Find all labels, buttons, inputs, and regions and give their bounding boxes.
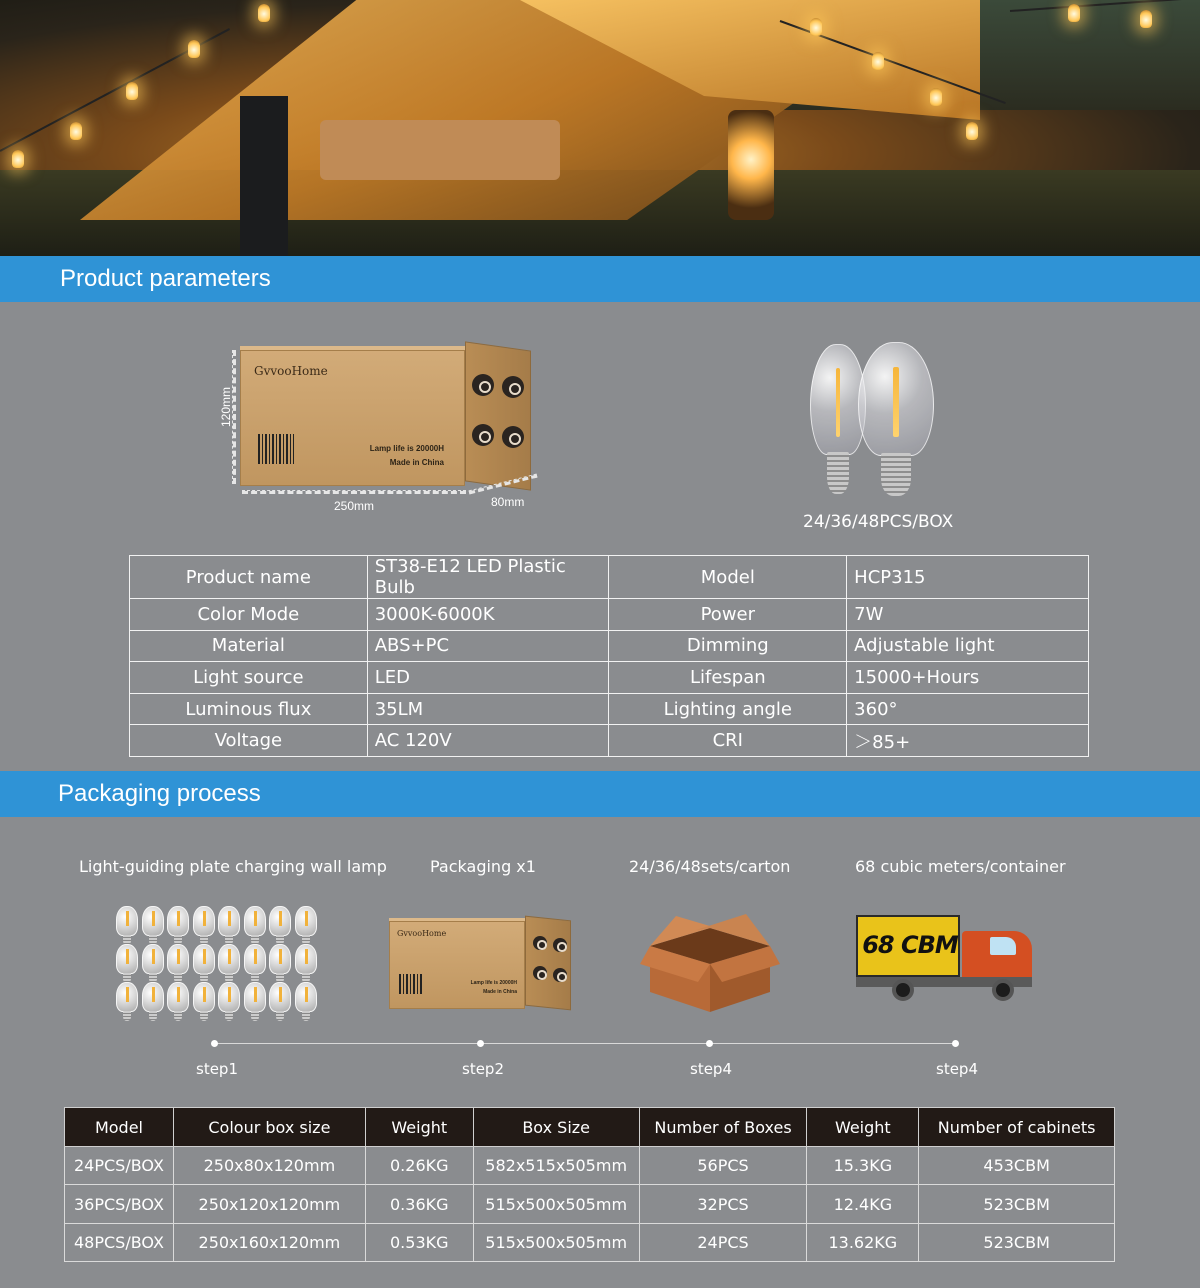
packaging-cell: 36PCS/BOX — [65, 1185, 174, 1224]
bulb-grid-item — [116, 906, 138, 946]
bulb-quantity-caption: 24/36/48PCS/BOX — [803, 512, 954, 532]
hero-string-bulb — [12, 150, 24, 168]
bulb-grid-item — [218, 944, 240, 984]
box-top — [389, 918, 525, 921]
packaging-cell: 523CBM — [919, 1224, 1115, 1262]
box-umbrella-icon — [472, 424, 494, 446]
col-header-colour-box-size: Colour box size — [173, 1108, 365, 1147]
box-top — [240, 346, 465, 350]
parameter-row — [130, 725, 1089, 757]
truck-cargo-text: 68 CBM — [862, 931, 958, 959]
parameter-value-cell: 35LM — [367, 693, 609, 725]
parameter-name-cell: Product name — [130, 556, 368, 599]
bulb-grid-item — [167, 906, 189, 946]
packaging-cell: 523CBM — [919, 1185, 1115, 1224]
hero-string-bulb — [188, 40, 200, 58]
bulb-grid-item — [295, 906, 317, 946]
hero-power-station — [240, 96, 288, 256]
truck-wheel — [992, 979, 1014, 1001]
packaging-table — [64, 1107, 1115, 1262]
step-dot — [477, 1040, 484, 1047]
packaging-row — [65, 1224, 1115, 1262]
step-dot — [211, 1040, 218, 1047]
hero-string-bulb — [1140, 10, 1152, 28]
step-name-4: step4 — [936, 1060, 978, 1078]
steps-timeline — [214, 1043, 956, 1044]
box-wind-icon — [502, 426, 524, 448]
parameter-name-cell: Lifespan — [609, 662, 847, 694]
truck-wheel — [892, 979, 914, 1001]
box-barcode — [399, 974, 423, 994]
hero-string-bulb — [966, 122, 978, 140]
bulb-grid-item — [218, 982, 240, 1022]
bulb-grid-item — [244, 906, 266, 946]
hero-string-bulb — [70, 122, 82, 140]
bulb-grid-item — [116, 982, 138, 1022]
width-dimension-label: 250mm — [334, 499, 375, 513]
box-made-in-text: Made in China — [389, 458, 444, 467]
col-header-weight: Weight — [365, 1108, 473, 1147]
bulb-grid-item — [167, 982, 189, 1022]
box-side — [525, 916, 571, 1011]
parameter-value-cell: Adjustable light — [847, 630, 1089, 662]
hero-string-bulb — [258, 4, 270, 22]
parameter-row — [130, 630, 1089, 662]
parameter-name-cell: Lighting angle — [609, 693, 847, 725]
parameter-name-cell: Dimming — [609, 630, 847, 662]
packaging-cell: 515x500x505mm — [473, 1185, 639, 1224]
box-umbrella-icon — [533, 966, 547, 980]
bulb-grid-item — [269, 906, 291, 946]
col-header-model: Model — [65, 1108, 174, 1147]
box-wind-icon — [553, 968, 567, 982]
bulb-grid-item — [244, 982, 266, 1022]
bulb-grid-item — [295, 944, 317, 984]
parameter-name-cell: Light source — [130, 662, 368, 694]
width-dimension-line — [242, 490, 466, 494]
box-sun-icon — [533, 936, 547, 950]
packaging-cell: 24PCS — [639, 1224, 807, 1262]
bulb-grid-item — [218, 906, 240, 946]
packaging-cell: 0.36KG — [365, 1185, 473, 1224]
packaging-cell: 250x160x120mm — [173, 1224, 365, 1262]
packaging-cell: 453CBM — [919, 1147, 1115, 1185]
bulb-grid-item — [269, 944, 291, 984]
box-brand-logo: GvvooHome — [254, 364, 328, 378]
hero-string-bulb — [930, 88, 942, 106]
packaging-process-header — [0, 771, 1200, 817]
step-label-2: Packaging x1 — [430, 857, 536, 876]
parameter-row — [130, 599, 1089, 631]
parameter-name-cell: Luminous flux — [130, 693, 368, 725]
hero-lantern — [728, 110, 774, 220]
col-header-number-of-boxes: Number of Boxes — [639, 1108, 807, 1147]
depth-dimension-label: 80mm — [491, 495, 525, 509]
parameter-name-cell: Voltage — [130, 725, 368, 757]
product-parameters-header — [0, 256, 1200, 302]
box-lamp-life-text: Lamp life is 20000H — [369, 444, 444, 453]
hero-string-bulb — [810, 18, 822, 36]
box-side — [465, 341, 531, 490]
packaging-cell: 250x120x120mm — [173, 1185, 365, 1224]
hero-bed — [320, 120, 560, 180]
box-snowflake-icon — [502, 376, 524, 398]
hero-string-bulb — [1068, 4, 1080, 22]
parameter-name-cell: Color Mode — [130, 599, 368, 631]
hero-camping-photo — [0, 0, 1200, 256]
box-snowflake-icon — [553, 938, 567, 952]
packaging-row — [65, 1147, 1115, 1185]
truck-cargo — [856, 915, 960, 977]
packaging-table-header-row — [65, 1108, 1115, 1147]
parameter-value-cell: 7W — [847, 599, 1089, 631]
box-sun-icon — [472, 374, 494, 396]
parameter-name-cell: Power — [609, 599, 847, 631]
parameter-name-cell: CRI — [609, 725, 847, 757]
packaging-cell: 32PCS — [639, 1185, 807, 1224]
packaging-cell: 0.53KG — [365, 1224, 473, 1262]
hero-string-bulb — [126, 82, 138, 100]
packaging-cell: 250x80x120mm — [173, 1147, 365, 1185]
col-header-gross-weight: Weight — [807, 1108, 919, 1147]
parameter-name-cell: Material — [130, 630, 368, 662]
box-lamp-life-text: Lamp life is 20000H — [470, 980, 517, 986]
box-brand-logo: GvvooHome — [397, 929, 447, 938]
step-label-4: 68 cubic meters/container — [855, 857, 1066, 876]
bulb-grid-item — [244, 944, 266, 984]
step-name-3: step4 — [690, 1060, 732, 1078]
parameter-value-cell: LED — [367, 662, 609, 694]
packaging-cell: 13.62KG — [807, 1224, 919, 1262]
height-dimension-label: 120mm — [219, 386, 234, 428]
product-box-image — [240, 346, 540, 496]
parameter-value-cell: ＞85+ — [847, 725, 1089, 757]
bulb-grid-item — [193, 906, 215, 946]
open-carton-icon — [640, 906, 780, 1016]
parameter-value-cell: HCP315 — [847, 556, 1089, 599]
hero-string-bulb — [872, 52, 884, 70]
parameter-row — [130, 693, 1089, 725]
packaging-row — [65, 1185, 1115, 1224]
packaging-cell: 24PCS/BOX — [65, 1147, 174, 1185]
box-barcode — [258, 434, 294, 464]
parameter-row — [130, 556, 1089, 599]
packaging-cell: 515x500x505mm — [473, 1224, 639, 1262]
step-name-1: step1 — [196, 1060, 238, 1078]
packaging-box-image — [389, 918, 579, 1018]
parameter-value-cell: 15000+Hours — [847, 662, 1089, 694]
parameter-value-cell: 360° — [847, 693, 1089, 725]
packaging-process-title: Packaging process — [58, 780, 261, 807]
packaging-cell: 582x515x505mm — [473, 1147, 639, 1185]
bulb-grid-item — [193, 944, 215, 984]
container-truck-icon — [856, 915, 1036, 1005]
parameter-row — [130, 662, 1089, 694]
step-name-2: step2 — [462, 1060, 504, 1078]
product-parameters-title: Product parameters — [60, 265, 271, 292]
packaging-cell: 15.3KG — [807, 1147, 919, 1185]
packaging-cell: 56PCS — [639, 1147, 807, 1185]
bulb-grid-item — [142, 982, 164, 1022]
box-made-in-text: Made in China — [483, 989, 517, 995]
step-dot — [952, 1040, 959, 1047]
product-bulb-image — [858, 342, 934, 496]
parameter-name-cell: Model — [609, 556, 847, 599]
step-dot — [706, 1040, 713, 1047]
bulb-grid-item — [193, 982, 215, 1022]
parameter-value-cell: 3000K-6000K — [367, 599, 609, 631]
step-label-3: 24/36/48sets/carton — [629, 857, 791, 876]
packaging-cell: 0.26KG — [365, 1147, 473, 1185]
bulb-grid-item — [295, 982, 317, 1022]
packaging-cell: 12.4KG — [807, 1185, 919, 1224]
bulb-grid-item — [142, 944, 164, 984]
col-header-number-of-cabinets: Number of cabinets — [919, 1108, 1115, 1147]
parameter-value-cell: AC 120V — [367, 725, 609, 757]
bulb-grid-item — [167, 944, 189, 984]
parameter-value-cell: ABS+PC — [367, 630, 609, 662]
bulb-grid-item — [142, 906, 164, 946]
parameter-value-cell: ST38-E12 LED Plastic Bulb — [367, 556, 609, 599]
packaging-cell: 48PCS/BOX — [65, 1224, 174, 1262]
parameters-table — [129, 555, 1089, 757]
bulb-grid-item — [116, 944, 138, 984]
step-label-1: Light-guiding plate charging wall lamp — [79, 857, 387, 876]
col-header-box-size: Box Size — [473, 1108, 639, 1147]
bulb-grid-item — [269, 982, 291, 1022]
truck-window — [990, 937, 1016, 955]
